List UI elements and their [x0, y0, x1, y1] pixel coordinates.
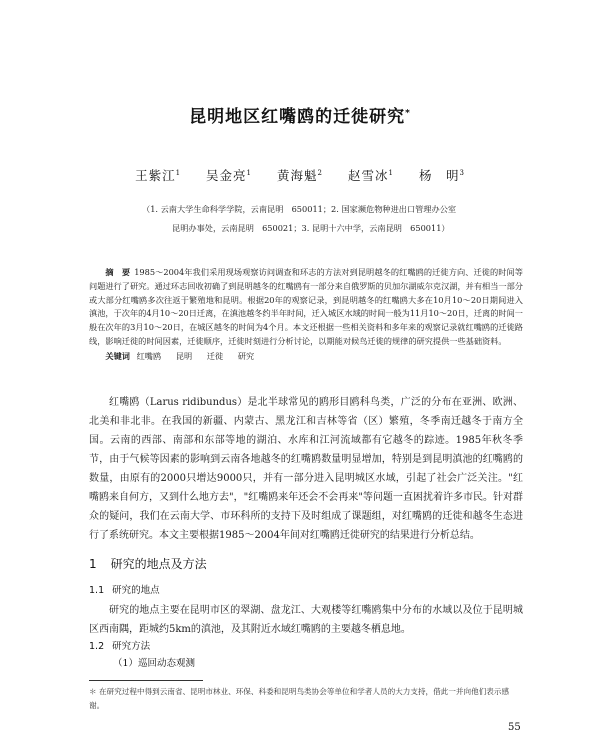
title-footnote-mark: * — [405, 108, 411, 119]
section-heading — [89, 555, 207, 572]
abstract-text: 1985～2004年我们采用现场观察访问调查和环志的方法对到昆明越冬的红嘴鸥的迁徙方向、迁徙的时间等问题进行了研究。通过环志回收初确了到昆明越冬的红嘴鸥有一部分来自俄罗斯的贝加尔湖威尔克汉湖，并有相当一部分或大部分红嘴鸥多次往返于繁殖地和昆明。根据20年的观察记录，到昆明越冬的红嘴鸥大多在10月10～20日期间进入滇池，于次年的4月10～20日迁离，在滇池越冬约半年时间，迁入城区水域的时间一般为11月10～20日，迁离的时间一般在次年的3月10～20日，在城区越冬的时间为4个月。本文还根据一些相关资料和多年来的观察记录就红嘴鸥的迁徙路线，影响迁徙的时间因素，迁徙顺序，迁徙时刻进行分析讨论，以期能对候鸟迁徙的规律的研究提供一些基础资料。 — [89, 267, 523, 346]
intro-paragraph: 红嘴鸥（Larus ridibundus）是北半球常见的鸥形目鸥科鸟类，广泛的分布在亚洲、欧洲、北美和非北非。在我国的新疆、内蒙古、黑龙江和吉林等省（区）繁殖，冬季南迁越冬于南方全国。云南的西部、南部和东部等地的湖泊、水库和江河流域都有它越冬的踪迹。1985年秋冬季节，由于气候等因素的影响到云南各地越冬的红嘴鸥数量明显增加，特别是到昆明滇池的红嘴鸥的数量，由原有的2000只增达9000只，并有一部分进入昆明城区水域，引起了社会广泛关注。"红嘴鸥来自何方，又到什么地方去"，"红嘴鸥来年还会不会再来"等问题一直困扰着许多市民。针对群众的疑问，我们在云南大学、市环科所的支持下及时组成了课题组，对红嘴鸥的迁徙和越冬生态进行了系统研究。本文主要根据1985～2004年间对红嘴鸥迁徙研究的结果进行分析总结。 — [89, 397, 523, 541]
study-site-paragraph: 研究的地点主要在昆明市区的翠湖、盘龙江、大观楼等红嘴鸥集中分布的水域以及位于昆明城区西南隅，距城约5km的滇池，及其附近水域红嘴鸥的主要越冬栖息地。 — [89, 605, 523, 635]
method-item: （1）巡回动态观测 — [113, 658, 196, 669]
author: 王紫江$^1$ — [135, 168, 182, 183]
author-list — [0, 166, 600, 184]
subsection-heading — [89, 638, 150, 652]
abstract-body — [89, 266, 523, 349]
keyword: 迁徙 — [206, 350, 224, 361]
author: 杨 明$^3$ — [418, 168, 465, 183]
intro-section — [89, 393, 523, 545]
author: 黄海魁$^2$ — [277, 168, 323, 183]
affiliation-line: （1. 云南大学生命科学学院，云南昆明 650011；2. 国家濒危物种进出口管理办公室 — [142, 204, 457, 214]
keyword: 红嘴鸥 — [136, 350, 162, 361]
subsection-number: 1.1 — [89, 585, 105, 596]
affiliations — [142, 200, 480, 238]
affiliation-line: 昆明办事处，云南昆明 650021；3. 昆明十六中学，云南昆明 650011） — [172, 223, 450, 233]
study-site-section — [89, 601, 523, 639]
paper-title — [0, 102, 600, 127]
keywords — [89, 350, 523, 364]
page-number: 55 — [508, 722, 521, 733]
keyword: 研究 — [237, 350, 255, 361]
subsection-number: 1.2 — [89, 641, 105, 652]
footnote: ＊ 在研究过程中得到云南省、昆明市林业、环保、科委和昆明鸟类协会等单位和学者人员的大力支持，借此一并向他们表示感谢。 — [89, 687, 510, 710]
keyword: 昆明 — [175, 350, 193, 361]
author: 吴金亮$^1$ — [206, 168, 253, 183]
subsection-heading — [89, 582, 160, 596]
subsection-title: 研究方法 — [112, 641, 151, 652]
section-number: 1 — [89, 557, 97, 571]
section-title: 研究的地点及方法 — [110, 557, 207, 571]
abstract — [89, 266, 523, 364]
abstract-label: 摘 要 — [105, 267, 131, 277]
footnote-divider — [89, 680, 203, 681]
keywords-label: 关键词 — [105, 350, 130, 361]
author: 赵雪冰$^1$ — [347, 168, 394, 183]
subsection-title: 研究的地点 — [112, 585, 160, 596]
title-text: 昆明地区红嘴鸥的迁徙研究 — [189, 107, 406, 127]
